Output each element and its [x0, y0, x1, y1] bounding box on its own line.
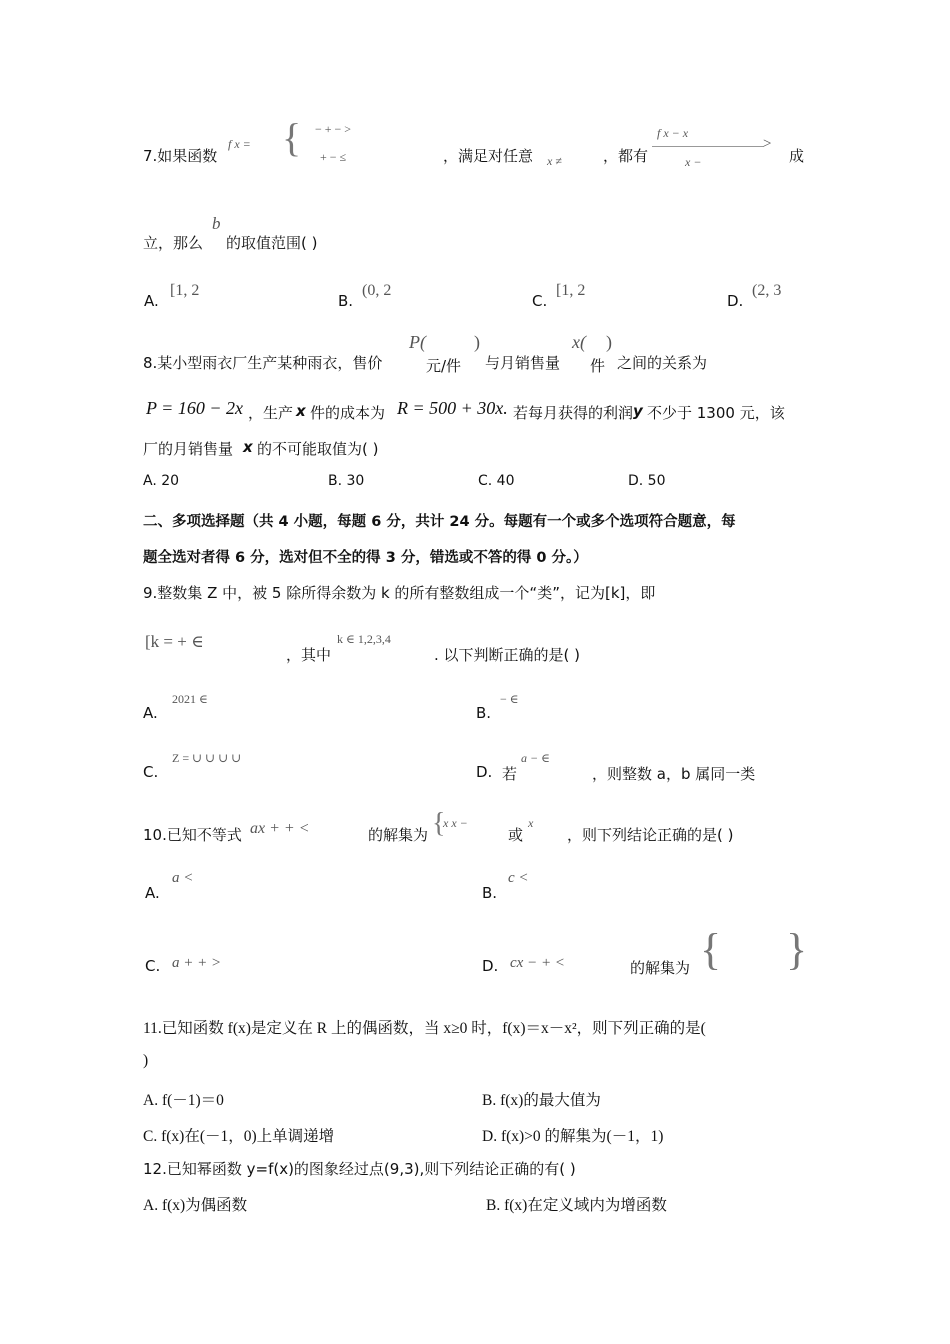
q7-option-a-label: A.: [144, 292, 159, 310]
q8-prefix: 8.某小型雨衣厂生产某种雨衣，售价: [143, 354, 383, 372]
q8-close1: ): [474, 332, 480, 352]
q12-option-a: A. f(x)为偶函数: [143, 1197, 248, 1214]
q9-option-a-math: 2021 ∈: [172, 692, 208, 706]
q8-x-bold: x: [296, 402, 306, 420]
q7-line1: [143, 145, 217, 166]
q7-mid2: ，都有: [603, 147, 649, 165]
q10-option-d-post: 的解集为: [630, 959, 691, 977]
q7-frac-bar: [652, 146, 764, 147]
q7-option-a-math: [1, 2: [170, 282, 200, 299]
q8-y-bold: y: [633, 402, 643, 420]
q8-text-d: 不少于 1300 元，该: [647, 404, 785, 422]
q12-line1: 12.已知幂函数 y=f(x)的图象经过点(9,3),则下列结论正确的有( ): [143, 1160, 576, 1178]
q8-p-unit: 元/件: [426, 357, 462, 375]
q10-option-c-math: a + + >: [172, 955, 222, 971]
q7-line2a: 立，那么: [143, 234, 204, 252]
q7-option-d-label: D.: [727, 292, 744, 310]
q8-text-b: 件的成本为: [310, 404, 386, 422]
q7-b-var: b: [212, 214, 221, 233]
q7-option-b-math: (0, 2: [362, 282, 392, 299]
q12-option-b: B. f(x)在定义域内为增函数: [486, 1197, 667, 1214]
q7-option-b-label: B.: [338, 292, 354, 310]
q8-after: 之间的关系为: [617, 354, 708, 372]
q11-line2: ): [143, 1052, 149, 1069]
q9-tail: . 以下判断正确的是( ): [434, 646, 581, 664]
q7-tail: 成: [789, 147, 805, 165]
q8-formula-p: P = 160 − 2x: [146, 398, 243, 418]
q10-set-brace: {: [432, 808, 446, 839]
q10-mid: 的解集为: [368, 826, 429, 844]
q7-cond: x ≠: [547, 154, 562, 168]
q9-option-b-math: − ∈: [500, 692, 519, 706]
q10-ineq: ax + + <: [250, 820, 310, 837]
q11-option-c: C. f(x)在(－1，0)上单调递增: [143, 1128, 335, 1145]
q10-option-d-brace-left: {: [700, 925, 722, 974]
q8-option-b: B. 30: [328, 473, 365, 489]
q8-option-d: D. 50: [628, 473, 666, 489]
q7-line2b: 的取值范围( ): [226, 234, 318, 252]
q9-k-in: k ∈ 1,2,3,4: [337, 632, 391, 646]
section2-heading-line1: 二、多项选择题（共 4 小题，每题 6 分，共计 24 分。每题有一个或多个选项符合题意，每: [143, 514, 736, 530]
q8-option-a: A. 20: [143, 473, 180, 489]
q11-option-d: D. f(x)>0 的解集为(－1，1): [482, 1128, 664, 1145]
q8-x-unit: 件: [590, 357, 606, 375]
q10-option-a-math: a <: [172, 870, 194, 886]
q10-set1: x x −: [443, 816, 468, 830]
q10-option-b-math: c <: [508, 870, 529, 886]
q9-def-math: [k = + ∈: [145, 632, 204, 651]
q9-option-d-post: ，则整数 a，b 属同一类: [592, 765, 756, 783]
q7-brace: {: [282, 115, 302, 160]
q8-x-bold-2: x: [243, 438, 253, 456]
q11-line1: 11.已知函数 f(x)是定义在 R 上的偶函数，当 x≥0 时，f(x)＝x－x²，则下列正确的是(: [143, 1020, 706, 1037]
q8-x-var: x(: [572, 332, 586, 352]
q10-or: 或: [508, 826, 524, 844]
q8-p-var: P(: [409, 332, 426, 352]
q9-option-b-label: B.: [476, 704, 492, 722]
q7-func-lhs: f x =: [228, 137, 251, 151]
q9-option-a-label: A.: [143, 704, 158, 722]
q10-set2: x: [528, 816, 534, 830]
q7-frac-num: f x − x: [657, 126, 689, 140]
q10-option-c-label: C.: [145, 957, 161, 975]
q11-option-a: A. f(－1)＝0: [143, 1092, 224, 1109]
q8-text-c: 若每月获得的利润: [513, 404, 634, 422]
q10-prefix: 10.已知不等式: [143, 826, 242, 844]
q8-and: 与月销售量: [485, 354, 561, 372]
q8-line3a: 厂的月销售量: [143, 440, 234, 458]
q9-option-d-math: a − ∈: [521, 751, 550, 765]
q7-prefix: 7.如果函数: [143, 147, 218, 165]
section2-heading-line2: 题全选对者得 6 分，选对但不全的得 3 分，错选或不答的得 0 分。）: [143, 550, 588, 566]
q7-option-c-math: [1, 2: [556, 282, 586, 299]
q10-option-d-math: cx − + <: [510, 955, 565, 971]
q9-option-d-label: D.: [476, 763, 493, 781]
q10-option-a-label: A.: [145, 884, 160, 902]
q10-option-d-brace-right: }: [786, 925, 808, 974]
q7-option-d-math: (2, 3: [752, 282, 782, 299]
q8-text-a: ，生产: [248, 404, 294, 422]
q9-option-d-pre: 若: [502, 765, 518, 783]
q8-formula-r: R = 500 + 30x.: [397, 398, 508, 418]
q10-option-b-label: B.: [482, 884, 498, 902]
q7-gt: >: [763, 136, 772, 152]
q9-line1: 9.整数集 Z 中，被 5 除所得余数为 k 的所有整数组成一个“类”，记为[k]，即: [143, 584, 656, 602]
q7-piece1: − + − >: [315, 122, 352, 136]
q7-frac-den: x −: [685, 155, 702, 169]
q9-option-c-label: C.: [143, 763, 159, 781]
q10-tail: ，则下列结论正确的是( ): [567, 826, 734, 844]
q11-option-b: B. f(x)的最大值为: [482, 1092, 601, 1109]
q7-piece2: + − ≤: [320, 150, 347, 164]
q9-mid: ，其中: [286, 646, 332, 664]
q7-option-c-label: C.: [532, 292, 548, 310]
q7-mid: ，满足对任意: [443, 147, 534, 165]
q8-option-c: C. 40: [478, 473, 515, 489]
q8-close2: ): [606, 332, 612, 352]
q10-option-d-label: D.: [482, 957, 499, 975]
q8-line3b: 的不可能取值为( ): [257, 440, 379, 458]
q9-option-c-math: Z = ∪ ∪ ∪ ∪: [172, 751, 242, 765]
